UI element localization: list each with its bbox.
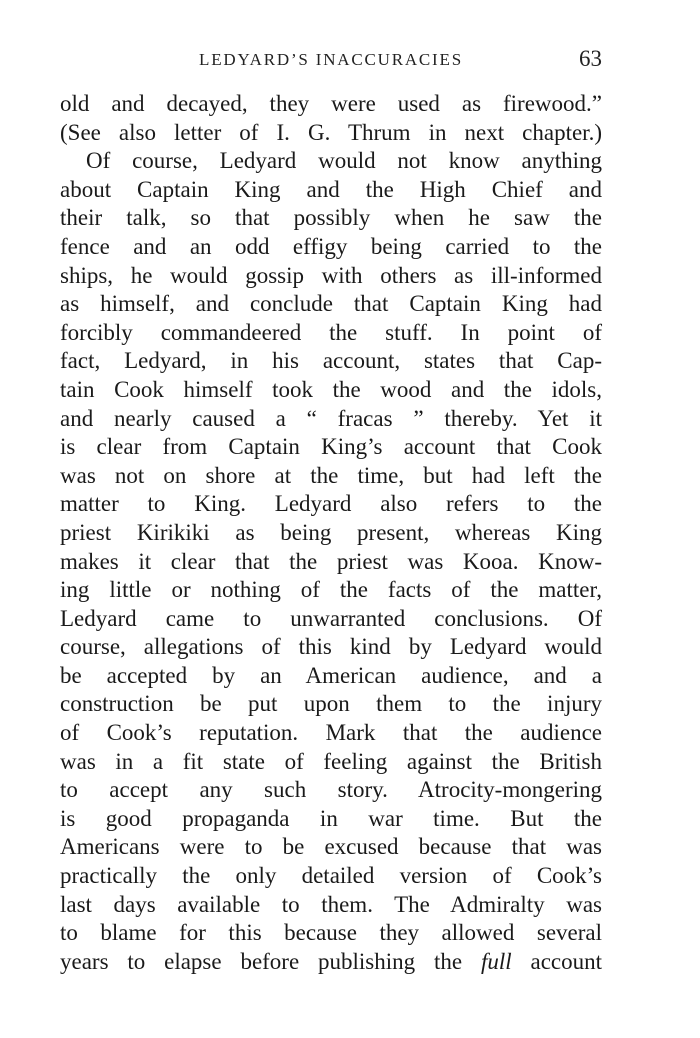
text-line: last days available to them. The Admiralty was: [60, 891, 602, 917]
italic-word: full: [480, 948, 512, 974]
body-text: [60, 90, 602, 976]
text-line: construction be put upon them to the injury: [60, 691, 602, 717]
text-line: fact, Ledyard, in his account, states that Cap-: [60, 348, 602, 374]
text-line: fence and an odd effigy being carried to the: [60, 233, 602, 259]
text-line: makes it clear that the priest was Kooa. Know-: [60, 548, 602, 574]
text-line: old and decayed, they were used as firewood.”: [60, 91, 602, 116]
text-line: (See also letter of I. G. Thrum in next chapter.): [60, 119, 602, 145]
text-line: was in a fit state of feeling against the British: [60, 748, 602, 774]
text-line: ing little or nothing of the facts of the matter,: [60, 577, 602, 603]
text-line: to blame for this because they allowed several: [60, 920, 602, 946]
text-line: tain Cook himself took the wood and the idols,: [60, 376, 602, 402]
text-line: forcibly commandeered the stuff. In point of: [60, 319, 602, 345]
text-line: about Captain King and the High Chief and: [60, 176, 602, 202]
text-line: was not on shore at the time, but had left the: [60, 462, 602, 488]
text-line: Americans were to be excused because that was: [60, 834, 602, 860]
page-number: 63: [579, 46, 602, 71]
text-line: to accept any such story. Atrocity-mongering: [60, 777, 602, 803]
paragraph-first-line: Of course, Ledyard would not know anything: [86, 148, 602, 174]
text-line: is good propaganda in war time. But the: [60, 805, 602, 831]
text-line: as himself, and conclude that Captain King had: [60, 291, 602, 317]
text-line: is clear from Captain King’s account that Cook: [60, 434, 602, 460]
text-line: priest Kirikiki as being present, whereas King: [60, 519, 602, 545]
text-line: their talk, so that possibly when he saw the: [60, 205, 602, 231]
text-line: be accepted by an American audience, and a: [60, 662, 602, 688]
text-line: and nearly caused a “ fracas ” thereby. Yet it: [60, 405, 602, 431]
last-line-start: years to elapse before publishing the: [60, 948, 463, 974]
text-line: Ledyard came to unwarranted conclusions. Of: [60, 605, 602, 631]
running-title: LEDYARD’S INACCURACIES: [199, 50, 463, 69]
text-line-last: [60, 948, 602, 977]
text-line: matter to King. Ledyard also refers to the: [60, 491, 602, 517]
text-line: ships, he would gossip with others as ill-informed: [60, 262, 602, 288]
text-line: course, allegations of this kind by Ledyard would: [60, 634, 602, 660]
last-line-end: account: [530, 948, 603, 974]
running-head: [60, 46, 602, 76]
text-line: of Cook’s reputation. Mark that the audience: [60, 720, 602, 746]
text-line: practically the only detailed version of Cook’s: [60, 863, 602, 889]
